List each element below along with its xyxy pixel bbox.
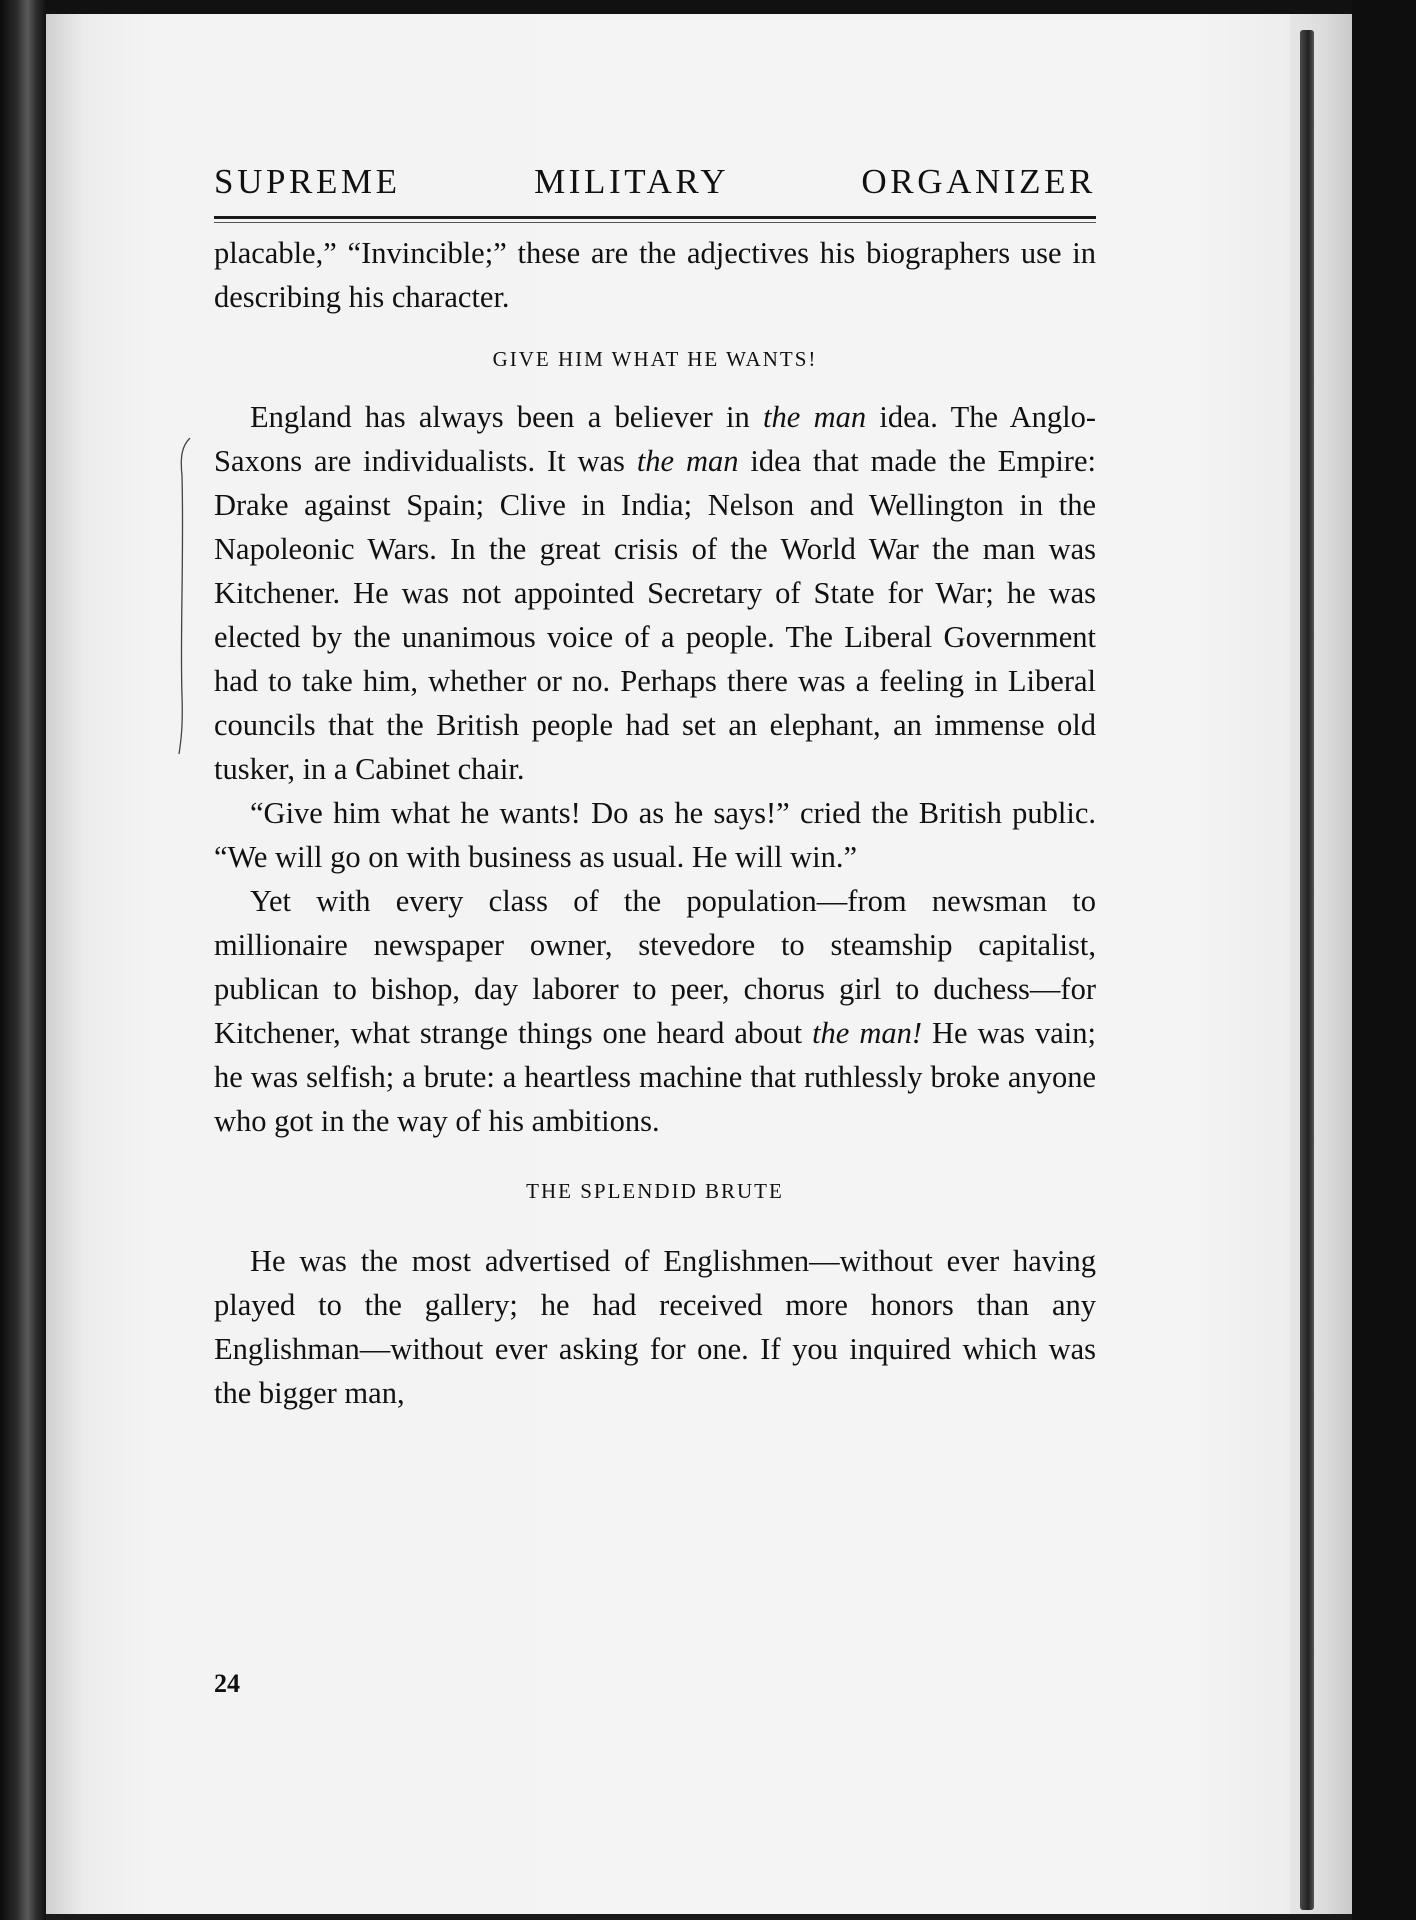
running-head: SUPREME MILITARY ORGANIZER [214, 162, 1096, 201]
section-heading-give-him: GIVE HIM WHAT HE WANTS! [492, 347, 818, 371]
head-rule-thin [214, 222, 1096, 223]
book-spine-gutter [0, 0, 46, 1920]
scan-background [1352, 0, 1416, 1920]
paragraph-most-advertised: He was the most advertised of Englishmen—without ever having played to the gallery; he had received more honors than any Englishman—without ever asking for one. If you inquired which was the bigger man, [214, 1244, 1096, 1410]
scan-frame-top [0, 0, 1416, 14]
paragraph-give-him: “Give him what he wants! Do as he says!” cried the British public. “We will go on with business as usual. He will win.” [214, 796, 1096, 874]
page-number: 24 [214, 1669, 240, 1698]
paragraph-every-class: Yet with every class of the population—from newsman to millionaire newspaper owner, stevedore to steamship capitalist, publican to bishop, day laborer to peer, chorus girl to duchess—for Kitchener, what strange things one heard about the man! He was vain; he was selfish; a brute: a heartless machine that ruthlessly broke anyone who got in the way of his ambitions. [214, 884, 1096, 1138]
page-text [214, 160, 1096, 1415]
paragraph-the-man-idea: England has always been a believer in the man idea. The Anglo-Saxons are individualists. It was the man idea that made the Empire: Drake against Spain; Clive in India; Nelson and Wellington in the Napoleonic Wars. In the great crisis of the World War the man was Kitchener. He was not appointed Secretary of State for War; he was elected by the unanimous voice of a people. The Liberal Government had to take him, whether or no. Perhaps there was a feeling in Liberal councils that the British people had set an elephant, an immense old tusker, in a Cabinet chair. [214, 400, 1096, 786]
book-cover-edge [1300, 30, 1314, 1910]
head-rule [214, 216, 1096, 219]
section-heading-splendid-brute: THE SPLENDID BRUTE [526, 1179, 784, 1203]
paragraph-continued: placable,” “Invincible;” these are the adjectives his biographers use in describing his character. [214, 236, 1096, 314]
pencil-margin-mark [176, 436, 196, 756]
